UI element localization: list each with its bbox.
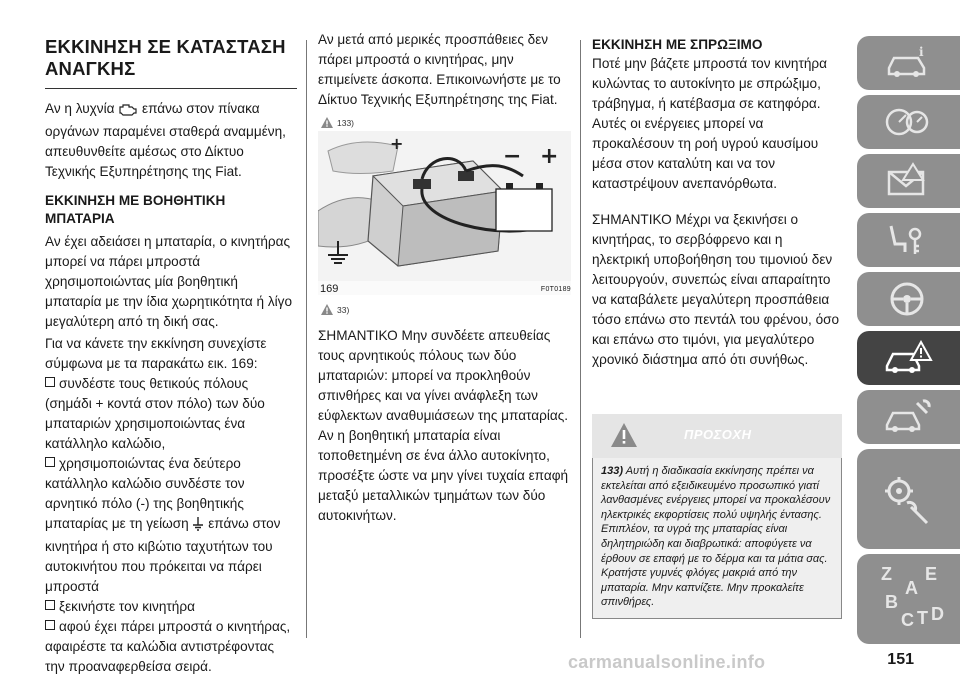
figure-code: F0T0189 <box>540 286 571 293</box>
booster-paragraph-2: Για να κάνετε την εκκίνηση συνεχίστε σύμφωνα με τα παρακάτω εικ. 169: <box>45 336 267 371</box>
watermark: carmanualsonline.info <box>568 652 766 672</box>
warning-envelope-icon <box>883 162 931 200</box>
warning-triangle-icon <box>320 303 334 316</box>
tab-dashboard[interactable] <box>857 95 960 149</box>
warning-reference-2: 33) <box>320 303 571 316</box>
figure-number: 169 <box>320 283 339 295</box>
tab-index[interactable] <box>857 554 960 644</box>
caution-label: ΠΡΟΣΟΧΗ <box>684 427 752 442</box>
car-emergency-icon <box>883 340 933 376</box>
svg-text:+: + <box>390 134 404 153</box>
important-note: ΣΗΜΑΝΤΙΚΟ Μην συνδέετε απευθείας τους αρνητικούς πόλους των δύο μπαταριών: μπορεί να προκληθούν σπινθήρες και να γίνει ανάφλεξη των εύφλεκτων αναθυμιάσεων της μπαταρίας. Αν η βοηθητική μπαταρία είναι τοποθετημένη σε ένα άλλο αυτοκίνητο, προσέξτε ώστε να μην γίνει τυχαία επαφή μεταξύ μεταλλικών τμημάτων των δύο αυτοκινήτων. <box>318 328 569 523</box>
jump-start-figure <box>318 131 571 295</box>
column-1 <box>45 0 297 677</box>
column-divider <box>306 40 307 638</box>
step-4: αφού έχει πάρει μπροστά ο κινητήρας, αφαιρέστε τα καλώδια αντιστρέφοντας την προαναφερθείσα σειρά. <box>45 619 291 674</box>
caution-body <box>592 458 842 619</box>
intro-text-start: Αν η λυχνία <box>45 101 115 116</box>
intro-text-end: επάνω στον πίνακα οργάνων παραμένει σταθερά αναμμένη, απευθυνθείτε αμέσως στο Δίκτυο Τεχνικής Εξυπηρέτησης της Fiat. <box>45 101 286 179</box>
section-heading-push-start: ΕΚΚΙΝΗΣΗ ΜΕ ΣΠΡΩΞΙΜΟ <box>592 37 763 52</box>
push-start-paragraph: Ποτέ μην βάζετε μπροστά τον κινητήρα κυλώντας το αυτοκίνητο με σπρώξιμο, τράβηγμα, ή κατέβασμα σε κατηφόρα. Αυτές οι ενέργειες μπορεί να προκαλέσουν τη ροή υγρού καυσίμου μέσα στον καταλύτη και να τον καταστρέψουν ανεπανόρθωτα. <box>592 56 828 191</box>
dashboard-icon <box>883 104 931 140</box>
index-letters-icon: Z E A B C T D <box>881 564 944 630</box>
column-2 <box>318 30 571 526</box>
bullet-square-icon <box>45 620 55 630</box>
gear-tools-icon <box>881 471 933 527</box>
svg-text:−: − <box>503 144 522 169</box>
bullet-square-icon <box>45 600 55 610</box>
tab-emergency[interactable] <box>857 331 960 385</box>
seat-key-icon <box>883 222 931 258</box>
engine-warning-icon <box>118 102 138 122</box>
title-divider <box>45 88 297 89</box>
step-3: ξεκινήστε τον κινητήρα <box>45 597 297 617</box>
caution-ref: 133) <box>601 465 624 477</box>
tab-car-info[interactable] <box>857 36 960 90</box>
step-1: συνδέστε τους θετικούς πόλους (σημάδι + κοντά στον πόλο) των δύο μπαταριών χρησιμοποιώντας ένα κατάλληλο καλώδιο, <box>45 376 265 451</box>
caution-text: Αυτή η διαδικασία εκκίνησης πρέπει να εκτελείται από εξειδικευμένο προσωπικό γιατί λανθασμένες ενέργειες μπορεί να προκαλέσουν ηλεκτρικές εκφορτίσεις πολύ υψηλής έντασης. Επιπλέον, τα υγρά της μπαταρίας είναι δηλητηριώδη και διαβρωτικά: αποφύγετε να έρθουν σε επαφή με το δέρμα και τα μάτια σας. Κρατήστε γυμνές φλόγες μακριά από την μπαταρία. Μην καπνίζετε. Μην προκαλείτε σπινθήρες. <box>601 465 831 609</box>
column-divider <box>580 40 581 638</box>
warning-triangle-icon <box>320 116 334 129</box>
booster-paragraph-1: Αν έχει αδειάσει η μπαταρία, ο κινητήρας μπορεί να πάρει μπροστά χρησιμοποιώντας μία βοηθητική μπαταρία με την ίδια χωρητικότητα ή λίγο μεγαλύτερη από τη δική σας. <box>45 234 293 329</box>
tab-driving[interactable] <box>857 272 960 326</box>
retry-paragraph: Αν μετά από μερικές προσπάθειες δεν πάρει μπροστά ο κινητήρας, μην επιμείνετε άσκοπα. Επικοινωνήστε με το Δίκτυο Τεχνικής Εξυπηρέτησης της Fiat. <box>318 32 561 107</box>
ground-symbol-icon <box>192 517 204 537</box>
jump-start-illustration <box>318 131 571 281</box>
wrench-car-icon <box>883 399 931 435</box>
tab-technical-data[interactable] <box>857 449 960 549</box>
important-paragraph: ΣΗΜΑΝΤΙΚΟ Μέχρι να ξεκινήσει ο κινητήρας, το σερβόφρενο και η ηλεκτρική υποβοήθηση του τιμονιού δεν λειτουργούν, συνεπώς είναι απαραίτητο να καταβάλετε μεγαλύτερη προσπάθεια τόσο επάνω στο πεντάλ του φρένου, όσο και επάνω στο τιμόνι, για μεγαλύτερο χρονικό διάστημα από ότι συνήθως. <box>592 212 840 367</box>
page-number: 151 <box>887 651 914 668</box>
svg-text:+: + <box>540 144 559 169</box>
warning-reference-1: 133) <box>320 116 571 129</box>
tab-maintenance[interactable] <box>857 390 960 444</box>
car-info-icon <box>885 46 929 80</box>
bullet-square-icon <box>45 457 55 467</box>
section-heading-booster: ΕΚΚΙΝΗΣΗ ΜΕ ΒΟΗΘΗΤΙΚΗ ΜΠΑΤΑΡΙΑ <box>45 193 226 226</box>
steering-wheel-icon <box>887 280 927 318</box>
step-2: χρησιμοποιώντας ένα δεύτερο κατάλληλο καλώδιο συνδέστε τον αρνητικό πόλο (-) της βοηθητικής μπαταρίας με τη γείωση επάνω στον κινητήρα ή στο κιβώτιο ταχυτήτων του αυτοκινήτου που πρόκειται να πάρει μπροστά <box>45 456 281 594</box>
intro-paragraph <box>45 99 297 182</box>
tab-seats-keys[interactable] <box>857 213 960 267</box>
page-title: ΕΚΚΙΝΗΣΗ ΣΕ ΚΑΤΑΣΤΑΣΗ ΑΝΑΓΚΗΣ <box>45 36 286 79</box>
bullet-square-icon <box>45 377 55 387</box>
svg-text:i: i <box>919 46 924 59</box>
caution-header <box>592 414 842 458</box>
tab-warnings[interactable] <box>857 154 960 208</box>
column-3 <box>592 0 842 619</box>
caution-triangle-icon <box>610 422 638 448</box>
